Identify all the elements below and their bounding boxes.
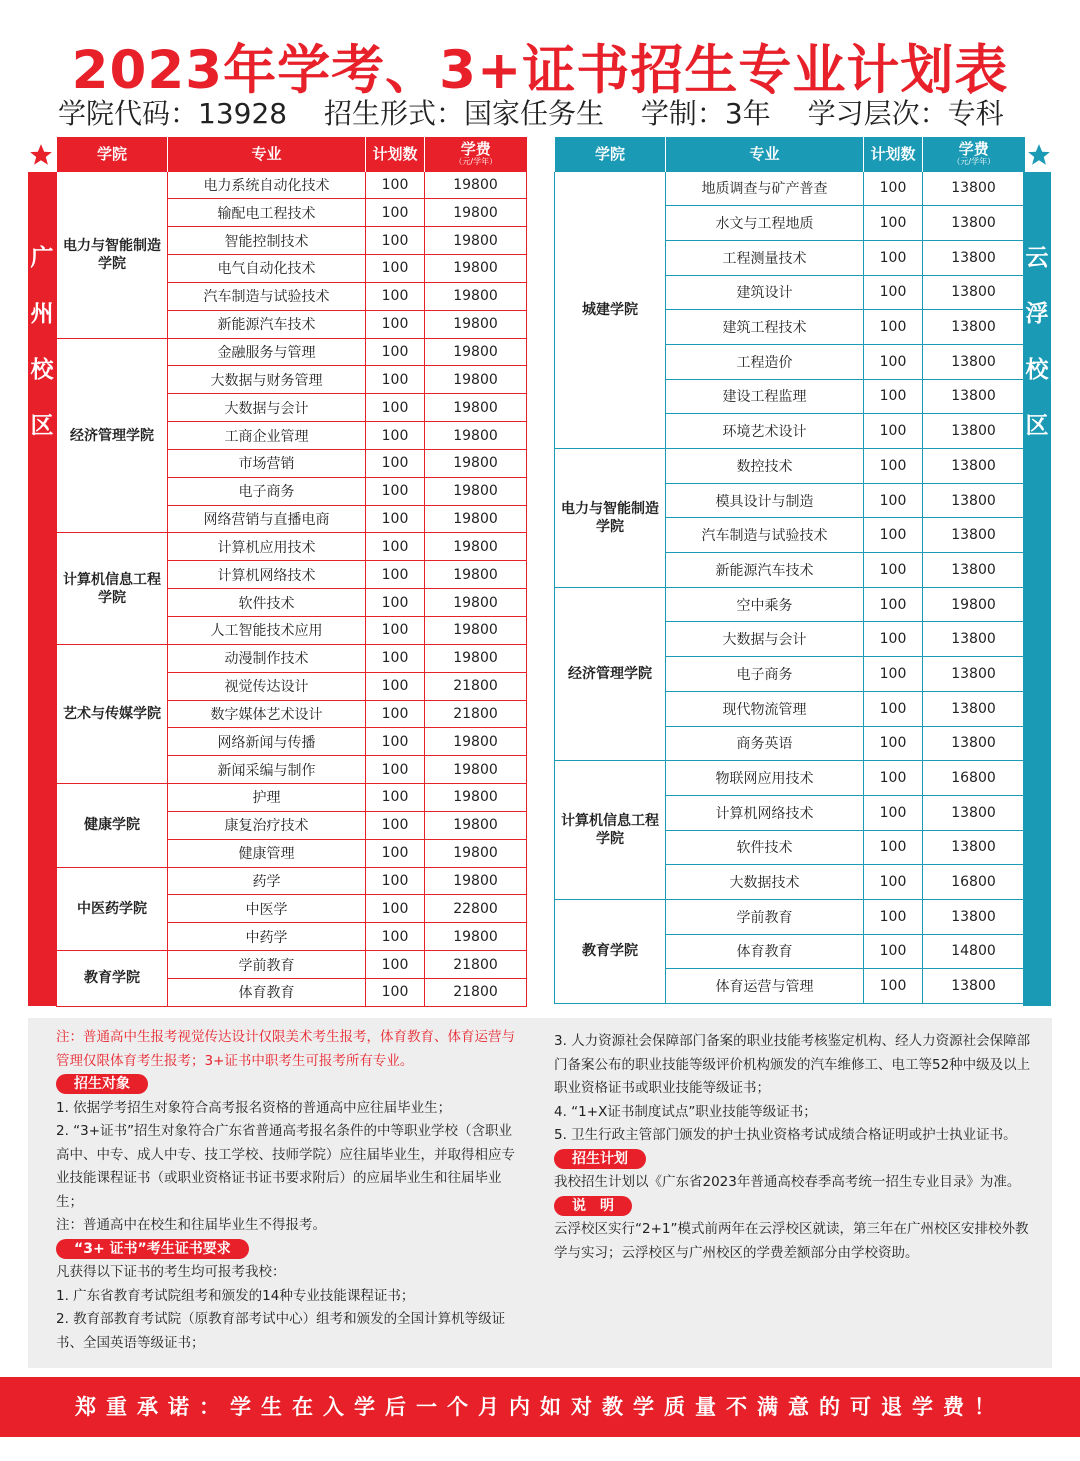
- table-row: [555, 449, 1025, 484]
- tuition-fee: 19800: [425, 756, 527, 784]
- col-header-major: 专业: [168, 137, 366, 171]
- tuition-fee: 13800: [923, 379, 1025, 414]
- major-name: 汽车制造与试验技术: [168, 282, 366, 310]
- plan-count: 100: [366, 589, 425, 617]
- tuition-fee: 13800: [923, 240, 1025, 275]
- col-header-college: 学院: [555, 137, 666, 171]
- table-row: [555, 761, 1025, 796]
- table-row: [57, 644, 527, 672]
- tuition-fee: 19800: [425, 839, 527, 867]
- enroll-form: 招生形式：国家任务生: [323, 97, 604, 130]
- plan-count: 100: [366, 533, 425, 561]
- col-header-plan: 计划数: [864, 137, 923, 171]
- note-item: 凡获得以下证书的考生均可报考我校：: [56, 1264, 286, 1280]
- plan-count: 100: [366, 811, 425, 839]
- major-name: 护理: [168, 784, 366, 812]
- tuition-fee: 19800: [425, 366, 527, 394]
- tuition-fee: 21800: [425, 951, 527, 979]
- tuition-fee: 13800: [923, 691, 1025, 726]
- tuition-fee: 19800: [425, 784, 527, 812]
- tuition-fee: 22800: [425, 895, 527, 923]
- star-icon: [28, 142, 54, 168]
- tuition-fee: 13800: [923, 310, 1025, 345]
- tuition-fee: 19800: [425, 199, 527, 227]
- plan-count: 100: [864, 795, 923, 830]
- table-row: [555, 899, 1025, 934]
- major-name: 电气自动化技术: [168, 255, 366, 283]
- tuition-fee: 13800: [923, 275, 1025, 310]
- note-item: 4. “1+X证书制度试点”职业技能等级证书；: [554, 1103, 817, 1120]
- major-name: 视觉传达设计: [168, 672, 366, 700]
- major-name: 计算机应用技术: [168, 533, 366, 561]
- major-name: 体育教育: [666, 934, 864, 969]
- table-row: [555, 587, 1025, 622]
- plan-count: 100: [366, 728, 425, 756]
- plan-count: 100: [864, 310, 923, 345]
- tuition-fee: 19800: [425, 477, 527, 505]
- col-header-fee: 学费 （元/学年）: [425, 137, 527, 171]
- major-name: 大数据与会计: [168, 394, 366, 422]
- major-name: 计算机网络技术: [168, 561, 366, 589]
- major-name: 健康管理: [168, 839, 366, 867]
- major-name: 数控技术: [666, 449, 864, 484]
- major-name: 电子商务: [666, 657, 864, 692]
- tuition-fee: 19800: [425, 617, 527, 645]
- major-name: 体育教育: [168, 978, 366, 1006]
- major-name: 空中乘务: [666, 587, 864, 622]
- major-name: 电力系统自动化技术: [168, 171, 366, 199]
- major-name: 大数据技术: [666, 865, 864, 900]
- table-row: [555, 171, 1025, 206]
- major-name: 学前教育: [168, 951, 366, 979]
- tuition-fee: 19800: [425, 923, 527, 951]
- plan-count: 100: [864, 275, 923, 310]
- table-row: [57, 533, 527, 561]
- note-restriction: 注：普通高中生报考视觉传达设计仅限美术考生报考，体育教育、体育运营与管理仅限体育考生报考；3+证书中职考生可报考所有专业。: [56, 1029, 515, 1069]
- college-code: 学院代码：13928: [58, 97, 288, 130]
- plan-count: 100: [864, 726, 923, 761]
- major-name: 网络新闻与传播: [168, 728, 366, 756]
- tuition-fee: 13800: [923, 726, 1025, 761]
- note-item: 1. 广东省教育考试院组考和颁发的14种专业技能课程证书；: [56, 1287, 415, 1304]
- plan-count: 100: [366, 700, 425, 728]
- major-name: 新能源汽车技术: [168, 310, 366, 338]
- promise-banner: 郑重承诺：学生在入学后一个月内如对教学质量不满意的可退学费！: [0, 1377, 1080, 1437]
- note-item: 1. 依据学考招生对象符合高考报名资格的普通高中应往届毕业生；: [56, 1099, 452, 1116]
- plan-count: 100: [864, 899, 923, 934]
- table-row: [57, 784, 527, 812]
- major-name: 药学: [168, 867, 366, 895]
- plan-count: 100: [864, 761, 923, 796]
- plan-count: 100: [864, 171, 923, 206]
- college-name: 教育学院: [57, 951, 168, 1007]
- tuition-fee: 13800: [923, 518, 1025, 553]
- major-name: 中医学: [168, 895, 366, 923]
- tuition-fee: 21800: [425, 672, 527, 700]
- major-name: 现代物流管理: [666, 691, 864, 726]
- plan-count: 100: [366, 338, 425, 366]
- major-name: 工程造价: [666, 344, 864, 379]
- tuition-fee: 19800: [425, 394, 527, 422]
- major-name: 电子商务: [168, 477, 366, 505]
- plan-count: 100: [366, 282, 425, 310]
- college-name: 电力与智能制造学院: [555, 449, 666, 588]
- study-years: 学制：3年: [640, 97, 771, 130]
- tuition-fee: 19800: [425, 449, 527, 477]
- star-icon: [1026, 142, 1052, 168]
- tuition-fee: 19800: [923, 587, 1025, 622]
- tuition-fee: 21800: [425, 978, 527, 1006]
- plan-count: 100: [366, 839, 425, 867]
- tuition-fee: 19800: [425, 422, 527, 450]
- plan-count: 100: [366, 449, 425, 477]
- tuition-fee: 19800: [425, 171, 527, 199]
- plan-count: 100: [366, 644, 425, 672]
- plan-count: 100: [366, 895, 425, 923]
- major-name: 市场营销: [168, 449, 366, 477]
- plan-count: 100: [366, 422, 425, 450]
- major-name: 建筑设计: [666, 275, 864, 310]
- tuition-fee: 21800: [425, 700, 527, 728]
- tuition-fee: 13800: [923, 171, 1025, 206]
- tuition-fee: 13800: [923, 795, 1025, 830]
- tuition-fee: 19800: [425, 728, 527, 756]
- tuition-fee: 14800: [923, 934, 1025, 969]
- tuition-fee: 19800: [425, 255, 527, 283]
- plan-count: 100: [864, 518, 923, 553]
- plan-count: 100: [366, 784, 425, 812]
- tuition-fee: 13800: [923, 449, 1025, 484]
- tuition-fee: 19800: [425, 589, 527, 617]
- section-title-plan: 招生计划: [554, 1149, 646, 1169]
- col-header-fee: 学费 （元/学年）: [923, 137, 1025, 171]
- section-title-certificates: “3+ 证书”考生证书要求: [56, 1239, 249, 1259]
- major-name: 人工智能技术应用: [168, 617, 366, 645]
- notes-right-column: [554, 1030, 1034, 1265]
- table-row: [57, 867, 527, 895]
- tuition-fee: 13800: [923, 622, 1025, 657]
- major-name: 大数据与财务管理: [168, 366, 366, 394]
- major-name: 输配电工程技术: [168, 199, 366, 227]
- note-item: 我校招生计划以《广东省2023年普通高校春季高考统一招生专业目录》为准。: [554, 1174, 1021, 1190]
- tuition-fee: 13800: [923, 483, 1025, 518]
- major-name: 网络营销与直播电商: [168, 505, 366, 533]
- college-name: 健康学院: [57, 784, 168, 868]
- plan-count: 100: [366, 310, 425, 338]
- note-item: 5. 卫生行政主管部门颁发的护士执业资格考试成绩合格证明或护士执业证书。: [554, 1127, 1017, 1143]
- plan-count: 100: [366, 505, 425, 533]
- major-name: 金融服务与管理: [168, 338, 366, 366]
- plan-count: 100: [366, 366, 425, 394]
- table-row: [57, 338, 527, 366]
- study-level: 学习层次：专科: [807, 97, 1004, 130]
- guangzhou-campus-label: 广 州 校 区: [28, 172, 56, 1006]
- plan-count: 100: [366, 672, 425, 700]
- tuition-fee: 13800: [923, 830, 1025, 865]
- tuition-fee: 19800: [425, 561, 527, 589]
- plan-count: 100: [366, 227, 425, 255]
- plan-count: 100: [864, 622, 923, 657]
- plan-count: 100: [366, 171, 425, 199]
- college-name: 城建学院: [555, 171, 666, 449]
- major-name: 水文与工程地质: [666, 206, 864, 241]
- plan-count: 100: [864, 483, 923, 518]
- yunfu-campus-label: 云 浮 校 区: [1023, 172, 1051, 1006]
- plan-count: 100: [864, 449, 923, 484]
- plan-count: 100: [366, 394, 425, 422]
- tuition-fee: 16800: [923, 761, 1025, 796]
- tuition-fee: 13800: [923, 899, 1025, 934]
- yunfu-plan-table: [554, 137, 1025, 1004]
- plan-count: 100: [864, 414, 923, 449]
- tuition-fee: 19800: [425, 505, 527, 533]
- plan-count: 100: [864, 657, 923, 692]
- plan-count: 100: [864, 969, 923, 1004]
- tuition-fee: 19800: [425, 310, 527, 338]
- plan-count: 100: [366, 255, 425, 283]
- plan-count: 100: [864, 553, 923, 588]
- major-name: 动漫制作技术: [168, 644, 366, 672]
- college-name: 经济管理学院: [57, 338, 168, 533]
- plan-count: 100: [864, 865, 923, 900]
- major-name: 汽车制造与试验技术: [666, 518, 864, 553]
- section-title-explanation: 说 明: [554, 1196, 632, 1216]
- plan-count: 100: [366, 923, 425, 951]
- col-header-college: 学院: [57, 137, 168, 171]
- subtitle: [58, 92, 1032, 132]
- major-name: 新闻采编与制作: [168, 756, 366, 784]
- tuition-fee: 19800: [425, 867, 527, 895]
- note-item: 2. 教育部教育考试院（原教育部考试中心）组考和颁发的全国计算机等级证书、全国英语等级证书；: [56, 1311, 506, 1351]
- major-name: 计算机网络技术: [666, 795, 864, 830]
- tuition-fee: 13800: [923, 344, 1025, 379]
- college-name: 经济管理学院: [555, 587, 666, 760]
- major-name: 中药学: [168, 923, 366, 951]
- tuition-fee: 13800: [923, 414, 1025, 449]
- major-name: 物联网应用技术: [666, 761, 864, 796]
- guangzhou-plan-table: [56, 137, 527, 1007]
- major-name: 商务英语: [666, 726, 864, 761]
- tuition-fee: 13800: [923, 206, 1025, 241]
- plan-count: 100: [864, 240, 923, 275]
- plan-count: 100: [864, 934, 923, 969]
- major-name: 环境艺术设计: [666, 414, 864, 449]
- major-name: 软件技术: [168, 589, 366, 617]
- college-name: 教育学院: [555, 899, 666, 1003]
- col-header-major: 专业: [666, 137, 864, 171]
- tuition-fee: 19800: [425, 644, 527, 672]
- college-name: 计算机信息工程学院: [555, 761, 666, 900]
- major-name: 工程测量技术: [666, 240, 864, 275]
- major-name: 模具设计与制造: [666, 483, 864, 518]
- college-name: 艺术与传媒学院: [57, 644, 168, 783]
- plan-count: 100: [366, 199, 425, 227]
- plan-count: 100: [366, 867, 425, 895]
- plan-count: 100: [864, 206, 923, 241]
- plan-count: 100: [864, 379, 923, 414]
- plan-count: 100: [864, 830, 923, 865]
- section-title-targets: 招生对象: [56, 1074, 148, 1094]
- plan-count: 100: [864, 344, 923, 379]
- tuition-fee: 19800: [425, 282, 527, 310]
- note-item: 注：普通高中在校生和往届毕业生不得报考。: [56, 1217, 326, 1233]
- notes-left-column: [56, 1026, 524, 1355]
- plan-count: 100: [366, 951, 425, 979]
- college-name: 计算机信息工程学院: [57, 533, 168, 644]
- tuition-fee: 16800: [923, 865, 1025, 900]
- major-name: 大数据与会计: [666, 622, 864, 657]
- plan-count: 100: [366, 477, 425, 505]
- plan-count: 100: [366, 756, 425, 784]
- notes-panel: [28, 1018, 1052, 1368]
- plan-count: 100: [366, 561, 425, 589]
- plan-count: 100: [366, 978, 425, 1006]
- plan-count: 100: [864, 587, 923, 622]
- table-row: [57, 951, 527, 979]
- tuition-fee: 13800: [923, 969, 1025, 1004]
- tuition-fee: 13800: [923, 553, 1025, 588]
- major-name: 软件技术: [666, 830, 864, 865]
- tuition-fee: 19800: [425, 533, 527, 561]
- major-name: 体育运营与管理: [666, 969, 864, 1004]
- table-row: [57, 171, 527, 199]
- tuition-fee: 19800: [425, 338, 527, 366]
- col-header-plan: 计划数: [366, 137, 425, 171]
- tuition-fee: 19800: [425, 811, 527, 839]
- major-name: 学前教育: [666, 899, 864, 934]
- tuition-fee: 19800: [425, 227, 527, 255]
- college-name: 电力与智能制造学院: [57, 171, 168, 338]
- note-item: 3. 人力资源社会保障部门备案的职业技能考核鉴定机构、经人力资源社会保障部门备案公布的职业技能等级评价机构颁发的汽车维修工、电工等52种中级及以上职业资格证书或职业技能等级证书；: [554, 1033, 1031, 1096]
- plan-count: 100: [366, 617, 425, 645]
- plan-count: 100: [864, 691, 923, 726]
- major-name: 建设工程监理: [666, 379, 864, 414]
- major-name: 智能控制技术: [168, 227, 366, 255]
- major-name: 工商企业管理: [168, 422, 366, 450]
- major-name: 建筑工程技术: [666, 310, 864, 345]
- major-name: 地质调查与矿产普查: [666, 171, 864, 206]
- note-item: 云浮校区实行“2+1”模式前两年在云浮校区就读，第三年在广州校区安排校外教学与实习；云浮校区与广州校区的学费差额部分由学校资助。: [554, 1221, 1029, 1261]
- tuition-fee: 13800: [923, 657, 1025, 692]
- major-name: 数字媒体艺术设计: [168, 700, 366, 728]
- major-name: 新能源汽车技术: [666, 553, 864, 588]
- major-name: 康复治疗技术: [168, 811, 366, 839]
- page-title: 2023年学考、3+证书招生专业计划表: [71, 40, 1009, 101]
- note-item: 2. “3+证书”招生对象符合广东省普通高考报名条件的中等职业学校（含职业高中、中专、成人中专、技工学校、技师学院）应往届毕业生，并取得相应专业技能课程证书（或职业资格证书证书要求附后）的应届毕业生和往届毕业生；: [56, 1123, 515, 1210]
- college-name: 中医药学院: [57, 867, 168, 951]
